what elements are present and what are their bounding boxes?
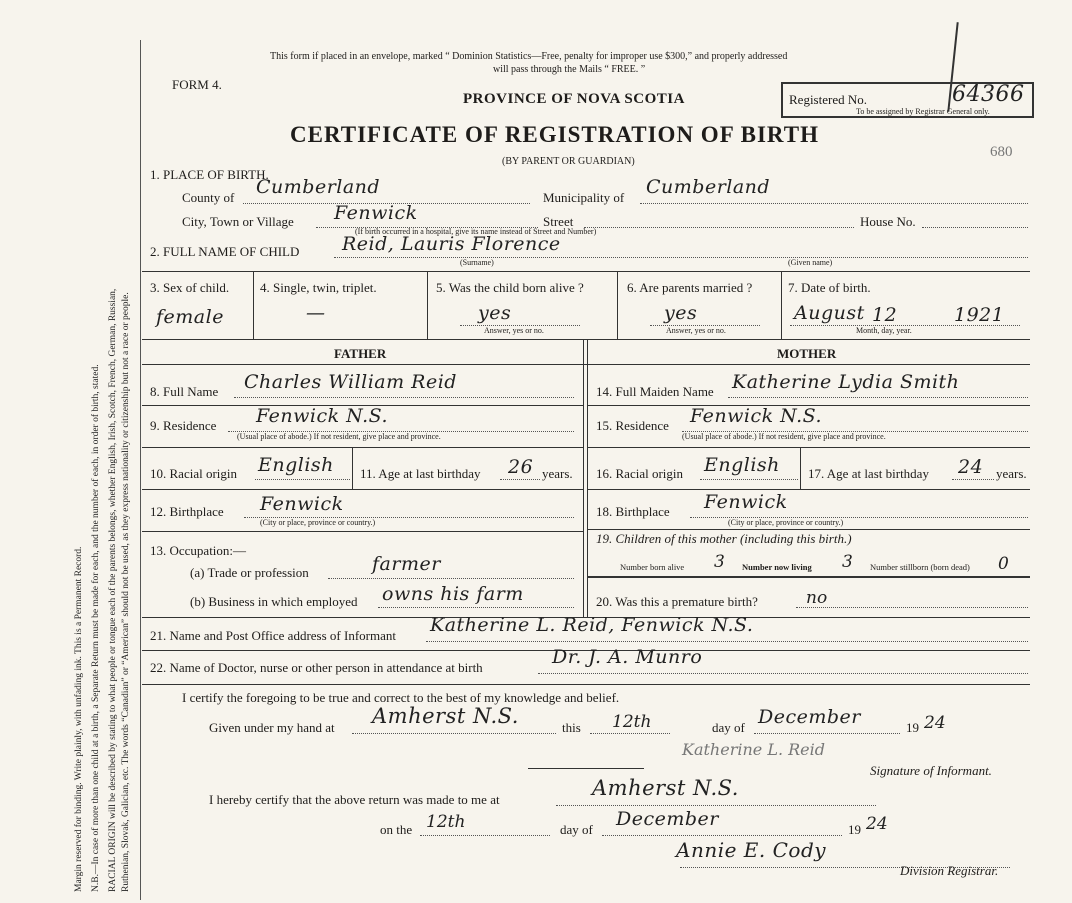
father-name-label: 8. Full Name	[150, 384, 219, 399]
on-the-label: on the	[380, 822, 413, 837]
informant-value: Katherine L. Reid, Fenwick N.S.	[430, 614, 754, 636]
mother-birthplace-note: (City or place, province or country.)	[728, 518, 844, 527]
mother-birthplace-value: Fenwick	[704, 491, 788, 513]
given-year-prefix: 19	[906, 720, 919, 735]
father-years: years.	[542, 466, 573, 481]
side-note-4: Ruthenian, Slovak, Galician, etc. The words “Canadian” or “American” should not be used, as they express nationality or citizenship but not a race or people.	[121, 292, 131, 892]
mother-birthplace-label: 18. Birthplace	[596, 504, 670, 519]
return-month: December	[616, 808, 719, 830]
mother-racial-label: 16. Racial origin	[596, 466, 684, 481]
side-note-1: Margin reserved for binding. Write plainly, with unfading ink. This is a Permanent Record.	[74, 546, 84, 892]
single-value: —	[306, 302, 326, 324]
given-under-label: Given under my hand at	[209, 720, 335, 735]
father-abode-note: (Usual place of abode.) If not resident, give place and province.	[237, 432, 441, 441]
child-name-value: Reid, Lauris Florence	[342, 233, 561, 255]
margin-number: 680	[990, 144, 1013, 160]
registrar-note: To be assigned by Registrar General only.	[856, 107, 990, 116]
side-note-3: RACIAL ORIGIN will be described by stating to what people or tongue each of the parents belongs, whether English, Irish, Scotch, French, German, Russian,	[108, 288, 118, 892]
now-living-label: Number now living	[742, 562, 812, 572]
born-alive-value: 3	[714, 552, 725, 572]
page-title: CERTIFICATE OF REGISTRATION OF BIRTH	[290, 122, 819, 147]
margin-line	[140, 40, 141, 900]
province-heading: PROVINCE OF NOVA SCOTIA	[463, 91, 685, 107]
married-note: Answer, yes or no.	[666, 326, 726, 335]
premature-label: 20. Was this a premature birth?	[596, 594, 758, 609]
sex-value: female	[156, 306, 224, 328]
form-number: FORM 4.	[172, 77, 222, 92]
married-value: yes	[664, 302, 698, 324]
mother-age-value: 24	[958, 456, 984, 478]
mother-residence-value: Fenwick N.S.	[690, 405, 822, 427]
return-text: I hereby certify that the above return was made to me at	[209, 792, 500, 807]
stillborn-value: 0	[998, 554, 1009, 574]
given-year: 24	[924, 713, 946, 733]
registered-label: Registered No.	[789, 92, 867, 107]
postal-notice-1: This form if placed in an envelope, marked “ Dominion Statistics—Free, penalty for improper use $300,” and properly addressed	[270, 51, 788, 62]
alive-label: 5. Was the child born alive ?	[436, 280, 584, 295]
city-label: City, Town or Village	[182, 214, 294, 229]
father-residence-value: Fenwick N.S.	[256, 405, 388, 427]
married-label: 6. Are parents married ?	[627, 280, 753, 295]
mother-name-label: 14. Full Maiden Name	[596, 384, 714, 399]
born-alive-label: Number born alive	[620, 562, 685, 572]
mother-years: years.	[996, 466, 1027, 481]
page-subtitle: (BY PARENT OR GUARDIAN)	[502, 156, 635, 167]
father-birthplace-label: 12. Birthplace	[150, 504, 224, 519]
mother-heading: MOTHER	[777, 346, 837, 361]
given-name-caption: (Given name)	[788, 258, 833, 267]
return-day-of-label: day of	[560, 822, 593, 837]
given-place: Amherst N.S.	[372, 704, 519, 728]
trade-label: (a) Trade or profession	[190, 565, 309, 580]
surname-caption: (Surname)	[460, 258, 494, 267]
mother-residence-label: 15. Residence	[596, 418, 669, 433]
municipality-label: Municipality of	[543, 190, 625, 205]
registered-number: 64366	[952, 82, 1025, 107]
child-name-label: 2. FULL NAME OF CHILD	[150, 244, 300, 259]
dob-day: 12	[872, 304, 898, 326]
return-year-prefix: 19	[848, 822, 861, 837]
side-note-2: N.B.—In case of more than one child at a birth, a Separate Return must be made for each, and the number of each, in order of birth, stated.	[91, 364, 101, 892]
father-birthplace-value: Fenwick	[260, 493, 344, 515]
street-label: Street	[543, 214, 574, 229]
postal-notice-2: will pass through the Mails “ FREE. ”	[493, 64, 646, 75]
children-label: 19. Children of this mother (including this birth.)	[596, 531, 852, 546]
sex-label: 3. Sex of child.	[150, 280, 230, 295]
now-living-value: 3	[842, 552, 853, 572]
father-racial-value: English	[258, 454, 334, 476]
county-label: County of	[182, 190, 235, 205]
trade-value: farmer	[372, 553, 441, 575]
business-label: (b) Business in which employed	[190, 594, 358, 609]
dob-note: Month, day, year.	[856, 326, 912, 335]
premature-value: no	[806, 588, 828, 608]
business-value: owns his farm	[382, 583, 524, 605]
place-of-birth-label: 1. PLACE OF BIRTH.	[150, 167, 269, 182]
return-day: 12th	[426, 812, 466, 832]
single-label: 4. Single, twin, triplet.	[260, 280, 377, 295]
mother-name-value: Katherine Lydia Smith	[732, 371, 960, 393]
occupation-label: 13. Occupation:—	[150, 543, 247, 558]
certify-text: I certify the foregoing to be true and correct to the best of my knowledge and belief.	[182, 690, 620, 705]
municipality-value: Cumberland	[646, 176, 771, 198]
this-label: this	[562, 720, 581, 735]
registrar-label: Division Registrar.	[900, 863, 999, 878]
dob-month: August	[794, 302, 865, 324]
father-age-value: 26	[508, 456, 534, 478]
father-racial-label: 10. Racial origin	[150, 466, 238, 481]
father-heading: FATHER	[334, 346, 387, 361]
father-name-value: Charles William Reid	[244, 371, 457, 393]
father-residence-label: 9. Residence	[150, 418, 217, 433]
return-place: Amherst N.S.	[592, 776, 739, 800]
father-birthplace-note: (City or place, province or country.)	[260, 518, 376, 527]
informant-signature-label: Signature of Informant.	[870, 763, 992, 778]
informant-label: 21. Name and Post Office address of Informant	[150, 628, 396, 643]
mother-age-label: 17. Age at last birthday	[808, 466, 929, 481]
alive-note: Answer, yes or no.	[484, 326, 544, 335]
father-age-label: 11. Age at last birthday	[360, 466, 481, 481]
dob-year: 1921	[954, 304, 1005, 326]
mother-racial-value: English	[704, 454, 780, 476]
mother-abode-note: (Usual place of abode.) If not resident, give place and province.	[682, 432, 886, 441]
return-year: 24	[866, 814, 888, 834]
hospital-note: (If birth occurred in a hospital, give its name instead of Street and Number)	[355, 227, 597, 236]
house-no-label: House No.	[860, 214, 916, 229]
county-value: Cumberland	[256, 176, 381, 198]
dob-label: 7. Date of birth.	[788, 280, 871, 295]
given-day: 12th	[612, 712, 652, 732]
doctor-label: 22. Name of Doctor, nurse or other person in attendance at birth	[150, 660, 483, 675]
day-of-label: day of	[712, 720, 745, 735]
informant-signature: Katherine L. Reid	[682, 740, 825, 759]
doctor-value: Dr. J. A. Munro	[552, 646, 703, 668]
alive-value: yes	[478, 302, 512, 324]
stillborn-label: Number stillborn (born dead)	[870, 562, 970, 572]
registrar-signature: Annie E. Cody	[676, 838, 827, 862]
city-value: Fenwick	[334, 202, 418, 224]
given-month: December	[758, 706, 861, 728]
